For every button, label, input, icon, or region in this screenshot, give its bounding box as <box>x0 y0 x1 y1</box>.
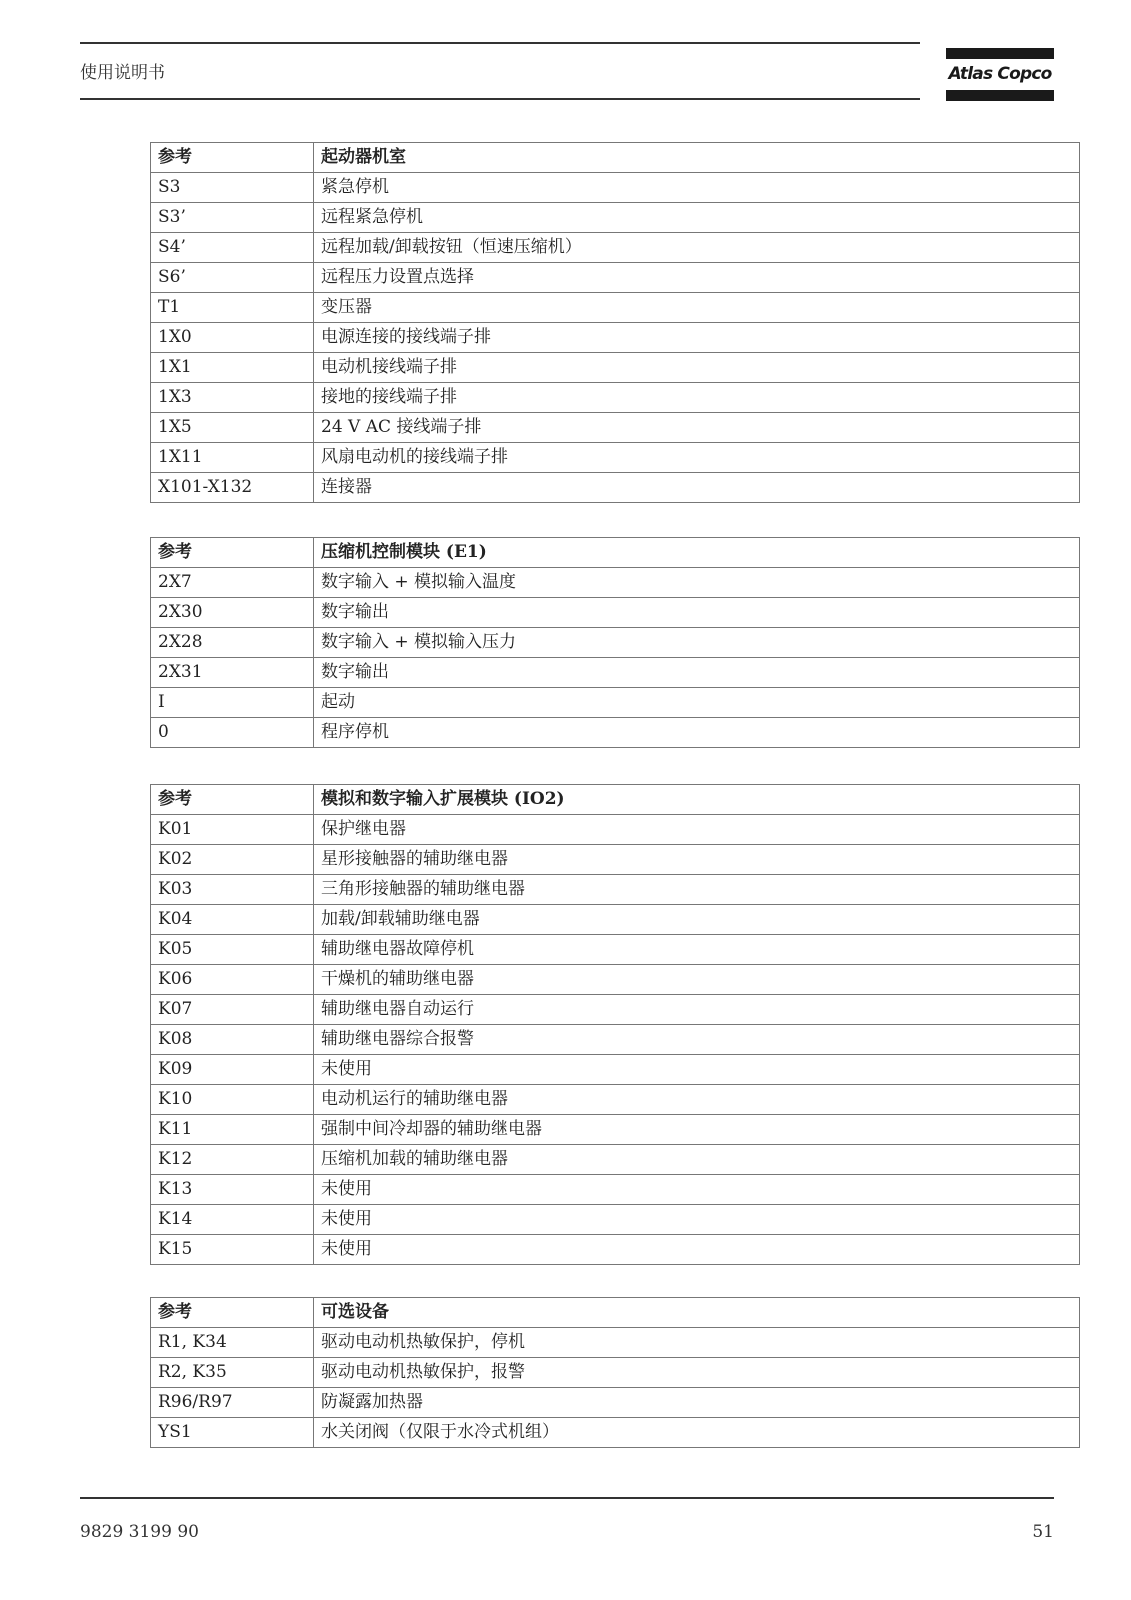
logo-bar-top <box>946 48 1054 59</box>
table-row <box>151 875 1080 905</box>
ref-column-header: 参考 <box>151 1298 314 1328</box>
ref-code-cell: R96/R97 <box>151 1388 314 1418</box>
description-cell: 远程加载/卸载按钮（恒速压缩机） <box>314 233 1080 263</box>
description-cell: 未使用 <box>314 1235 1080 1265</box>
table-row <box>151 1025 1080 1055</box>
table-row <box>151 718 1080 748</box>
ref-code-cell: 0 <box>151 718 314 748</box>
table-row <box>151 1115 1080 1145</box>
table-row <box>151 1418 1080 1448</box>
description-cell: 辅助继电器自动运行 <box>314 995 1080 1025</box>
description-cell: 强制中间冷却器的辅助继电器 <box>314 1115 1080 1145</box>
description-cell: 24 V AC 接线端子排 <box>314 413 1080 443</box>
description-cell: 星形接触器的辅助继电器 <box>314 845 1080 875</box>
table-row <box>151 1205 1080 1235</box>
description-cell: 保护继电器 <box>314 815 1080 845</box>
io-expansion-module-table <box>150 784 1080 1265</box>
table-row <box>151 203 1080 233</box>
table-row <box>151 995 1080 1025</box>
table-row <box>151 443 1080 473</box>
table-title: 模拟和数字输入扩展模块 (IO2) <box>314 785 1080 815</box>
ref-code-cell: K01 <box>151 815 314 845</box>
ref-code-cell: 1X11 <box>151 443 314 473</box>
ref-code-cell: R2, K35 <box>151 1358 314 1388</box>
description-cell: 防凝露加热器 <box>314 1388 1080 1418</box>
ref-code-cell: S4’ <box>151 233 314 263</box>
table-row <box>151 965 1080 995</box>
description-cell: 压缩机加载的辅助继电器 <box>314 1145 1080 1175</box>
ref-code-cell: S3 <box>151 173 314 203</box>
description-cell: 程序停机 <box>314 718 1080 748</box>
table-row <box>151 1328 1080 1358</box>
table-row <box>151 1388 1080 1418</box>
table-row <box>151 233 1080 263</box>
description-cell: 电动机接线端子排 <box>314 353 1080 383</box>
ref-code-cell: K07 <box>151 995 314 1025</box>
table-row <box>151 263 1080 293</box>
description-cell: 紧急停机 <box>314 173 1080 203</box>
description-cell: 干燥机的辅助继电器 <box>314 965 1080 995</box>
table-title: 压缩机控制模块 (E1) <box>314 538 1080 568</box>
page-number: 51 <box>1032 1522 1054 1542</box>
table-row <box>151 658 1080 688</box>
table-row <box>151 1358 1080 1388</box>
ref-code-cell: 1X3 <box>151 383 314 413</box>
description-cell: 辅助继电器故障停机 <box>314 935 1080 965</box>
description-cell: 驱动电动机热敏保护，停机 <box>314 1328 1080 1358</box>
document-number: 9829 3199 90 <box>80 1522 199 1542</box>
ref-code-cell: K08 <box>151 1025 314 1055</box>
page-title: 使用说明书 <box>80 63 165 83</box>
logo-bar-bottom <box>946 90 1054 101</box>
description-cell: 远程紧急停机 <box>314 203 1080 233</box>
description-cell: 辅助继电器综合报警 <box>314 1025 1080 1055</box>
table-row <box>151 413 1080 443</box>
table-row <box>151 293 1080 323</box>
table-row <box>151 845 1080 875</box>
ref-code-cell: K12 <box>151 1145 314 1175</box>
ref-code-cell: R1, K34 <box>151 1328 314 1358</box>
table-row <box>151 473 1080 503</box>
description-cell: 变压器 <box>314 293 1080 323</box>
table-row <box>151 628 1080 658</box>
description-cell: 数字输入 + 模拟输入温度 <box>314 568 1080 598</box>
table-row <box>151 1145 1080 1175</box>
description-cell: 三角形接触器的辅助继电器 <box>314 875 1080 905</box>
ref-code-cell: 2X31 <box>151 658 314 688</box>
description-cell: 接地的接线端子排 <box>314 383 1080 413</box>
ref-code-cell: K10 <box>151 1085 314 1115</box>
description-cell: 驱动电动机热敏保护，报警 <box>314 1358 1080 1388</box>
table-header-row <box>151 143 1080 173</box>
description-cell: 数字输出 <box>314 658 1080 688</box>
description-cell: 数字输出 <box>314 598 1080 628</box>
table-row <box>151 383 1080 413</box>
table-title: 起动器机室 <box>314 143 1080 173</box>
ref-code-cell: 2X28 <box>151 628 314 658</box>
table-row <box>151 815 1080 845</box>
atlas-copco-logo <box>946 48 1054 100</box>
description-cell: 电源连接的接线端子排 <box>314 323 1080 353</box>
ref-code-cell: K14 <box>151 1205 314 1235</box>
table-header-row <box>151 785 1080 815</box>
ref-code-cell: K13 <box>151 1175 314 1205</box>
ref-code-cell: X101-X132 <box>151 473 314 503</box>
starter-cabinet-table <box>150 142 1080 503</box>
ref-code-cell: S6’ <box>151 263 314 293</box>
optional-equipment-table <box>150 1297 1080 1448</box>
table-row <box>151 905 1080 935</box>
table-header-row <box>151 538 1080 568</box>
controller-module-table <box>150 537 1080 748</box>
footer-rule <box>80 1497 1054 1499</box>
header-rule-top <box>80 42 920 44</box>
ref-column-header: 参考 <box>151 785 314 815</box>
table-header-row <box>151 1298 1080 1328</box>
table-row <box>151 1085 1080 1115</box>
table-row <box>151 323 1080 353</box>
description-cell: 未使用 <box>314 1055 1080 1085</box>
description-cell: 电动机运行的辅助继电器 <box>314 1085 1080 1115</box>
description-cell: 风扇电动机的接线端子排 <box>314 443 1080 473</box>
table-row <box>151 173 1080 203</box>
ref-code-cell: T1 <box>151 293 314 323</box>
ref-code-cell: K06 <box>151 965 314 995</box>
table-row <box>151 1235 1080 1265</box>
ref-code-cell: K02 <box>151 845 314 875</box>
description-cell: 起动 <box>314 688 1080 718</box>
ref-code-cell: K04 <box>151 905 314 935</box>
ref-code-cell: 1X0 <box>151 323 314 353</box>
ref-code-cell: 2X7 <box>151 568 314 598</box>
ref-code-cell: K03 <box>151 875 314 905</box>
ref-code-cell: 1X1 <box>151 353 314 383</box>
ref-code-cell: 1X5 <box>151 413 314 443</box>
table-row <box>151 935 1080 965</box>
ref-code-cell: K11 <box>151 1115 314 1145</box>
table-row <box>151 688 1080 718</box>
table-title: 可选设备 <box>314 1298 1080 1328</box>
ref-code-cell: YS1 <box>151 1418 314 1448</box>
description-cell: 水关闭阀（仅限于水冷式机组） <box>314 1418 1080 1448</box>
ref-column-header: 参考 <box>151 143 314 173</box>
header-rule-bottom <box>80 98 920 100</box>
description-cell: 未使用 <box>314 1205 1080 1235</box>
description-cell: 数字输入 + 模拟输入压力 <box>314 628 1080 658</box>
ref-column-header: 参考 <box>151 538 314 568</box>
description-cell: 未使用 <box>314 1175 1080 1205</box>
ref-code-cell: K09 <box>151 1055 314 1085</box>
table-row <box>151 568 1080 598</box>
ref-code-cell: S3’ <box>151 203 314 233</box>
table-row <box>151 1175 1080 1205</box>
description-cell: 远程压力设置点选择 <box>314 263 1080 293</box>
table-row <box>151 598 1080 628</box>
ref-code-cell: K15 <box>151 1235 314 1265</box>
table-row <box>151 1055 1080 1085</box>
ref-code-cell: 2X30 <box>151 598 314 628</box>
description-cell: 连接器 <box>314 473 1080 503</box>
description-cell: 加载/卸载辅助继电器 <box>314 905 1080 935</box>
ref-code-cell: I <box>151 688 314 718</box>
table-row <box>151 353 1080 383</box>
ref-code-cell: K05 <box>151 935 314 965</box>
logo-wordmark: Atlas Copco <box>948 64 1052 84</box>
